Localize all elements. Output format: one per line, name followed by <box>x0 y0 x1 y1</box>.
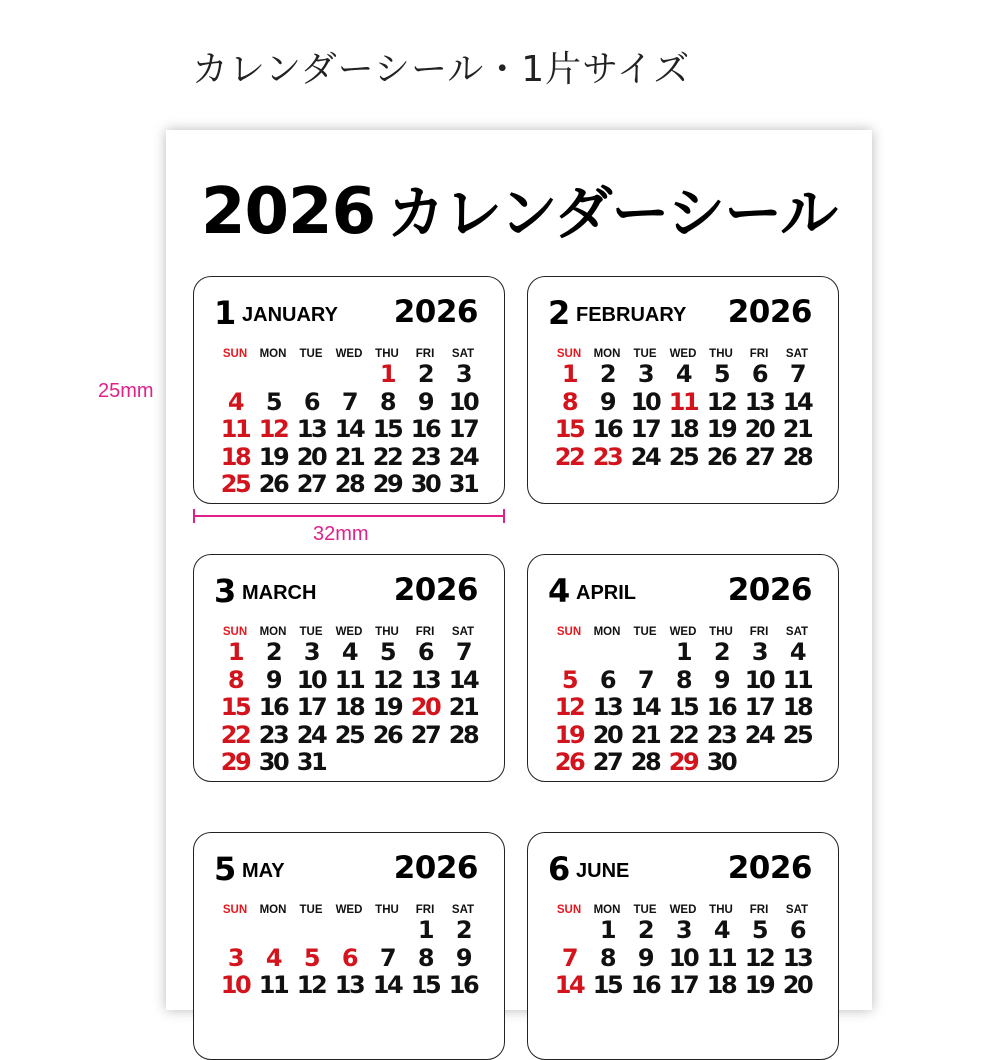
empty-day-cell <box>550 917 588 945</box>
empty-day-cell <box>368 917 406 945</box>
month-number: 6 <box>548 850 571 888</box>
day-cell: 13 <box>782 943 812 972</box>
day-cell: 19 <box>706 415 736 443</box>
day-cell: 5 <box>751 916 767 944</box>
day-cell: 29 <box>220 748 250 776</box>
day-cell: 5 <box>713 360 729 388</box>
day-cell: 2 <box>417 360 433 388</box>
day-cell: 16 <box>592 415 622 443</box>
month-year: 2026 <box>393 572 478 608</box>
month-name: JUNE <box>576 860 630 882</box>
weekday-label-sat: SAT <box>451 626 475 638</box>
weekday-label-tue: TUE <box>299 626 323 638</box>
day-cell: 2 <box>599 360 615 388</box>
weekday-header <box>216 625 482 639</box>
month-number: 3 <box>214 572 237 610</box>
weekday-label-tue: TUE <box>633 904 657 916</box>
day-grid <box>550 361 816 471</box>
day-cell: 21 <box>448 693 478 721</box>
day-cell: 24 <box>448 442 478 471</box>
weekday-label-tue: TUE <box>299 348 323 360</box>
day-cell: 15 <box>410 971 440 999</box>
day-cell: 8 <box>379 387 395 416</box>
weekday-label-sat: SAT <box>785 626 809 638</box>
month-card-april <box>527 554 839 782</box>
day-cell: 19 <box>554 720 584 749</box>
weekday-label-mon: MON <box>593 348 621 360</box>
month-name: MARCH <box>242 582 317 604</box>
empty-day-cell <box>254 917 292 945</box>
day-cell: 31 <box>296 748 326 776</box>
day-cell: 9 <box>637 943 653 972</box>
day-cell: 4 <box>675 360 691 388</box>
day-cell: 17 <box>744 693 774 721</box>
day-cell: 22 <box>372 442 402 471</box>
day-cell: 15 <box>220 693 250 721</box>
day-cell: 30 <box>410 470 440 498</box>
empty-day-cell <box>330 749 368 777</box>
weekday-label-sun: SUN <box>556 348 582 360</box>
weekday-label-wed: WED <box>335 626 363 638</box>
day-cell: 11 <box>706 943 736 972</box>
day-cell: 14 <box>334 415 364 443</box>
day-cell: 24 <box>744 720 774 749</box>
day-cell: 25 <box>220 470 250 498</box>
day-cell: 4 <box>789 638 805 666</box>
day-cell: 20 <box>296 442 326 471</box>
month-year: 2026 <box>393 850 478 886</box>
month-name: JANUARY <box>242 304 338 326</box>
day-cell: 12 <box>372 665 402 694</box>
day-cell: 26 <box>554 748 584 776</box>
day-cell: 9 <box>455 943 471 972</box>
day-cell: 27 <box>592 748 622 776</box>
weekday-label-mon: MON <box>593 904 621 916</box>
day-cell: 3 <box>303 638 319 666</box>
month-year: 2026 <box>727 850 812 886</box>
day-cell: 18 <box>782 693 812 721</box>
empty-day-cell <box>550 639 588 667</box>
day-cell: 8 <box>599 943 615 972</box>
day-cell: 19 <box>258 442 288 471</box>
weekday-label-sun: SUN <box>222 904 248 916</box>
day-grid <box>216 917 482 1000</box>
day-cell: 16 <box>706 693 736 721</box>
day-cell: 5 <box>561 665 577 694</box>
day-cell: 28 <box>448 720 478 749</box>
day-cell: 18 <box>334 693 364 721</box>
weekday-label-tue: TUE <box>633 348 657 360</box>
day-cell: 7 <box>637 665 653 694</box>
weekday-header <box>216 347 482 361</box>
weekday-header <box>550 347 816 361</box>
day-cell: 20 <box>744 415 774 443</box>
day-cell: 22 <box>668 720 698 749</box>
weekday-label-sun: SUN <box>222 348 248 360</box>
day-cell: 10 <box>220 971 250 999</box>
day-cell: 17 <box>668 971 698 999</box>
day-cell: 6 <box>599 665 615 694</box>
month-number: 2 <box>548 294 571 332</box>
empty-day-cell <box>292 917 330 945</box>
day-cell: 12 <box>706 387 736 416</box>
day-cell: 18 <box>668 415 698 443</box>
day-cell: 8 <box>675 665 691 694</box>
day-cell: 10 <box>630 387 660 416</box>
day-cell: 3 <box>227 943 243 972</box>
weekday-label-fri: FRI <box>415 904 435 916</box>
weekday-label-thu: THU <box>709 904 733 916</box>
empty-day-cell <box>330 917 368 945</box>
weekday-label-fri: FRI <box>415 626 435 638</box>
day-cell: 18 <box>220 442 250 471</box>
day-cell: 6 <box>751 360 767 388</box>
day-cell: 8 <box>227 665 243 694</box>
day-cell: 14 <box>630 693 660 721</box>
month-card-may <box>193 832 505 1060</box>
day-cell: 10 <box>448 387 478 416</box>
month-year: 2026 <box>727 294 812 330</box>
day-cell: 22 <box>554 442 584 471</box>
day-cell: 24 <box>630 442 660 471</box>
day-cell: 3 <box>455 360 471 388</box>
day-cell: 13 <box>296 415 326 443</box>
day-cell: 15 <box>668 693 698 721</box>
day-cell: 10 <box>744 665 774 694</box>
weekday-label-fri: FRI <box>749 626 769 638</box>
day-cell: 4 <box>227 387 243 416</box>
weekday-label-wed: WED <box>669 626 697 638</box>
weekday-label-wed: WED <box>669 348 697 360</box>
width-dimension-tick-right <box>503 509 505 523</box>
weekday-label-fri: FRI <box>749 348 769 360</box>
month-number: 1 <box>214 294 237 332</box>
empty-day-cell <box>216 917 254 945</box>
day-cell: 11 <box>258 971 288 999</box>
day-cell: 20 <box>782 971 812 999</box>
day-cell: 1 <box>417 916 433 944</box>
day-cell: 13 <box>410 665 440 694</box>
weekday-header <box>550 625 816 639</box>
page-caption: カレンダーシール・1片サイズ <box>192 49 691 90</box>
day-cell: 2 <box>713 638 729 666</box>
empty-day-cell <box>368 749 406 777</box>
day-cell: 4 <box>265 943 281 972</box>
day-cell: 12 <box>554 693 584 721</box>
day-cell: 26 <box>258 470 288 498</box>
day-cell: 27 <box>296 470 326 498</box>
day-cell: 14 <box>782 387 812 416</box>
month-name: APRIL <box>576 582 636 604</box>
day-cell: 12 <box>744 943 774 972</box>
width-dimension-label: 32mm <box>313 523 369 545</box>
day-cell: 3 <box>637 360 653 388</box>
day-cell: 19 <box>744 971 774 999</box>
day-cell: 23 <box>410 442 440 471</box>
day-cell: 27 <box>410 720 440 749</box>
empty-day-cell <box>254 361 292 389</box>
month-card-june <box>527 832 839 1060</box>
month-card-march <box>193 554 505 782</box>
day-cell: 7 <box>341 387 357 416</box>
day-cell: 1 <box>599 916 615 944</box>
day-cell: 11 <box>334 665 364 694</box>
day-cell: 6 <box>303 387 319 416</box>
day-cell: 6 <box>341 943 357 972</box>
weekday-label-tue: TUE <box>299 904 323 916</box>
weekday-label-thu: THU <box>375 626 399 638</box>
day-cell: 3 <box>751 638 767 666</box>
day-cell: 4 <box>713 916 729 944</box>
day-cell: 4 <box>341 638 357 666</box>
day-cell: 9 <box>599 387 615 416</box>
month-name: FEBRUARY <box>576 304 687 326</box>
day-cell: 13 <box>744 387 774 416</box>
day-cell: 7 <box>789 360 805 388</box>
weekday-label-sat: SAT <box>451 348 475 360</box>
day-cell: 5 <box>379 638 395 666</box>
day-cell: 16 <box>630 971 660 999</box>
day-cell: 9 <box>265 665 281 694</box>
sheet-title-text: カレンダーシール <box>387 179 838 247</box>
sheet-title <box>166 175 872 249</box>
weekday-label-wed: WED <box>669 904 697 916</box>
day-cell: 23 <box>706 720 736 749</box>
day-cell: 17 <box>630 415 660 443</box>
empty-day-cell <box>588 639 626 667</box>
weekday-header <box>550 903 816 917</box>
day-cell: 7 <box>455 638 471 666</box>
day-cell: 9 <box>417 387 433 416</box>
weekday-label-wed: WED <box>335 904 363 916</box>
day-cell: 31 <box>448 470 478 498</box>
height-dimension-label: 25mm <box>98 380 154 402</box>
weekday-label-sat: SAT <box>785 348 809 360</box>
day-cell: 15 <box>592 971 622 999</box>
day-cell: 25 <box>668 442 698 471</box>
weekday-label-mon: MON <box>259 904 287 916</box>
day-grid <box>216 361 482 499</box>
day-cell: 12 <box>296 971 326 999</box>
day-grid <box>550 917 816 1000</box>
day-cell: 7 <box>379 943 395 972</box>
day-cell: 28 <box>334 470 364 498</box>
weekday-label-thu: THU <box>709 348 733 360</box>
day-cell: 28 <box>630 748 660 776</box>
month-card-january <box>193 276 505 504</box>
day-cell: 23 <box>258 720 288 749</box>
width-dimension-line <box>193 515 505 517</box>
weekday-header <box>216 903 482 917</box>
day-cell: 11 <box>220 415 250 443</box>
weekday-label-sat: SAT <box>451 904 475 916</box>
empty-day-cell <box>444 749 482 777</box>
weekday-label-wed: WED <box>335 348 363 360</box>
weekday-label-mon: MON <box>259 348 287 360</box>
day-grid <box>550 639 816 777</box>
day-cell: 24 <box>296 720 326 749</box>
day-cell: 14 <box>554 971 584 999</box>
empty-day-cell <box>778 749 816 777</box>
month-number: 4 <box>548 572 571 610</box>
day-cell: 17 <box>296 693 326 721</box>
day-cell: 11 <box>668 387 698 416</box>
day-cell: 21 <box>334 442 364 471</box>
weekday-label-fri: FRI <box>415 348 435 360</box>
day-cell: 16 <box>410 415 440 443</box>
day-cell: 11 <box>782 665 812 694</box>
weekday-label-tue: TUE <box>633 626 657 638</box>
day-cell: 29 <box>668 748 698 776</box>
day-cell: 1 <box>379 360 395 388</box>
empty-day-cell <box>406 749 444 777</box>
day-cell: 22 <box>220 720 250 749</box>
day-cell: 5 <box>265 387 281 416</box>
day-cell: 15 <box>372 415 402 443</box>
empty-day-cell <box>292 361 330 389</box>
empty-day-cell <box>330 361 368 389</box>
month-number: 5 <box>214 850 237 888</box>
weekday-label-mon: MON <box>259 626 287 638</box>
day-cell: 23 <box>592 442 622 471</box>
day-cell: 1 <box>227 638 243 666</box>
day-cell: 30 <box>706 748 736 776</box>
day-cell: 25 <box>782 720 812 749</box>
day-cell: 7 <box>561 943 577 972</box>
day-cell: 9 <box>713 665 729 694</box>
day-cell: 6 <box>417 638 433 666</box>
day-cell: 16 <box>258 693 288 721</box>
width-dimension-tick-left <box>193 509 195 523</box>
day-cell: 28 <box>782 442 812 471</box>
day-cell: 3 <box>675 916 691 944</box>
day-cell: 8 <box>561 387 577 416</box>
day-cell: 26 <box>706 442 736 471</box>
day-cell: 10 <box>296 665 326 694</box>
day-cell: 18 <box>706 971 736 999</box>
day-cell: 20 <box>592 720 622 749</box>
day-cell: 20 <box>410 693 440 721</box>
day-cell: 25 <box>334 720 364 749</box>
empty-day-cell <box>216 361 254 389</box>
day-cell: 21 <box>630 720 660 749</box>
sheet-title-year: 2026 <box>200 175 376 249</box>
weekday-label-sat: SAT <box>785 904 809 916</box>
day-cell: 2 <box>455 916 471 944</box>
day-cell: 8 <box>417 943 433 972</box>
month-name: MAY <box>242 860 285 882</box>
weekday-label-sun: SUN <box>556 626 582 638</box>
day-cell: 30 <box>258 748 288 776</box>
month-card-february <box>527 276 839 504</box>
day-cell: 21 <box>782 415 812 443</box>
day-cell: 1 <box>561 360 577 388</box>
weekday-label-thu: THU <box>375 904 399 916</box>
weekday-label-thu: THU <box>709 626 733 638</box>
empty-day-cell <box>626 639 664 667</box>
day-cell: 12 <box>258 415 288 443</box>
day-cell: 1 <box>675 638 691 666</box>
day-cell: 2 <box>265 638 281 666</box>
month-year: 2026 <box>727 572 812 608</box>
day-cell: 14 <box>448 665 478 694</box>
day-cell: 27 <box>744 442 774 471</box>
day-cell: 10 <box>668 943 698 972</box>
month-year: 2026 <box>393 294 478 330</box>
empty-day-cell <box>740 749 778 777</box>
day-cell: 13 <box>592 693 622 721</box>
day-cell: 5 <box>303 943 319 972</box>
day-grid <box>216 639 482 777</box>
day-cell: 16 <box>448 971 478 999</box>
day-cell: 13 <box>334 971 364 999</box>
weekday-label-sun: SUN <box>222 626 248 638</box>
day-cell: 29 <box>372 470 402 498</box>
day-cell: 17 <box>448 415 478 443</box>
weekday-label-mon: MON <box>593 626 621 638</box>
weekday-label-thu: THU <box>375 348 399 360</box>
day-cell: 14 <box>372 971 402 999</box>
day-cell: 19 <box>372 693 402 721</box>
weekday-label-sun: SUN <box>556 904 582 916</box>
day-cell: 6 <box>789 916 805 944</box>
weekday-label-fri: FRI <box>749 904 769 916</box>
day-cell: 2 <box>637 916 653 944</box>
day-cell: 15 <box>554 415 584 443</box>
day-cell: 26 <box>372 720 402 749</box>
